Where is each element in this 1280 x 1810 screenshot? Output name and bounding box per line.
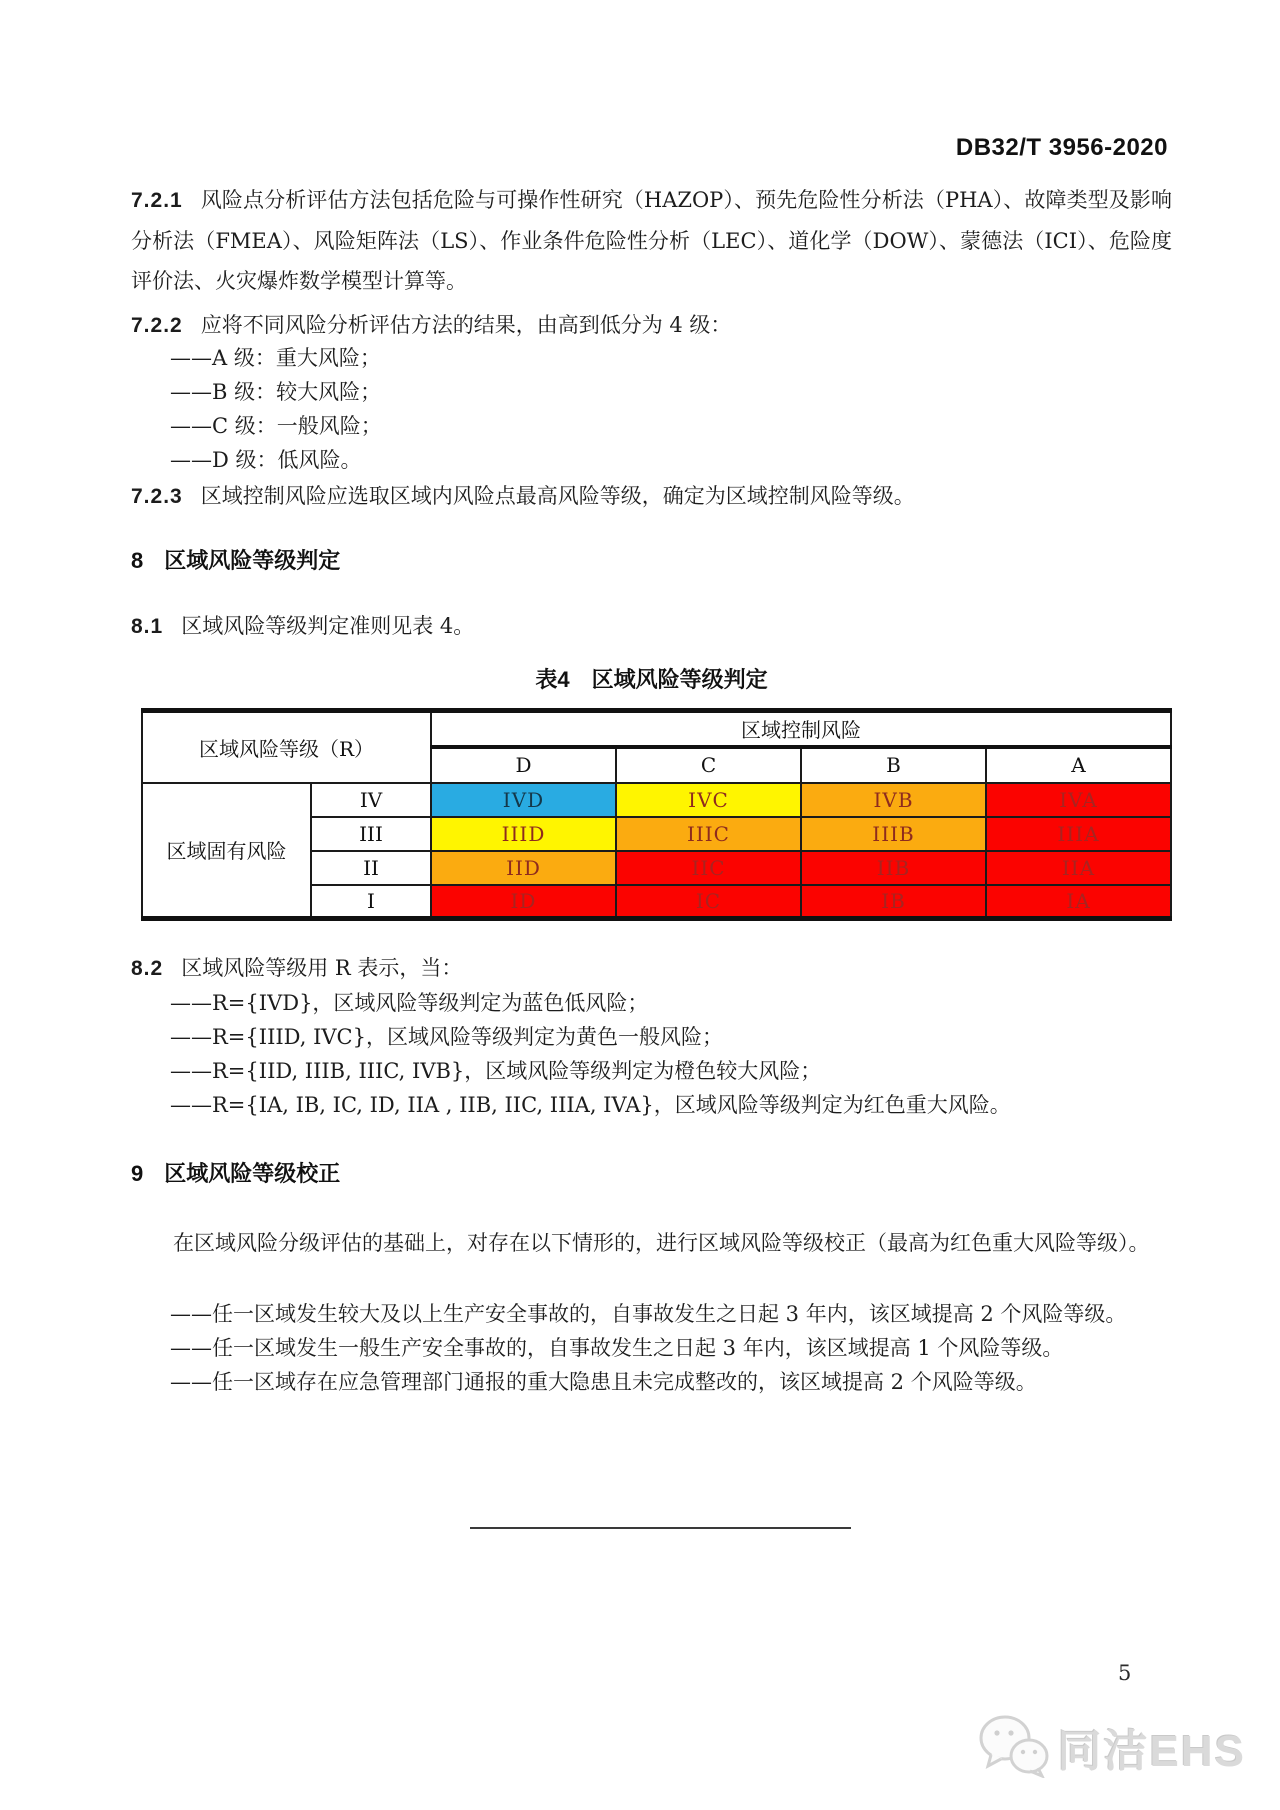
risk-cell-ID: ID [431, 885, 616, 919]
correction-item-1: ——任一区域发生较大及以上生产安全事故的，自事故发生之日起 3 年内，该区域提高 2 个风险等级。 [170, 1302, 1127, 1326]
risk-cell-IA: IA [986, 885, 1171, 919]
r-definition-item-3: ——R={IID, IIIB, IIIC, IVB}，区域风险等级判定为橙色较大风险； [170, 1059, 822, 1083]
risk-level-item-4: ——D 级：低风险。 [170, 448, 362, 472]
r-definition-list [170, 986, 1172, 1122]
r-definition-item-2: ——R={IIID, IVC}，区域风险等级判定为黄色一般风险； [170, 1025, 723, 1049]
end-of-text-divider [470, 1527, 851, 1529]
risk-cell-IIC: IIC [616, 851, 801, 885]
risk-cell-IIIB: IIIB [801, 817, 986, 851]
risk-level-list [170, 341, 1172, 477]
clause-7-2-2 [131, 308, 1172, 343]
clause-7-2-3-text: 区域控制风险应选取区域内风险点最高风险等级，确定为区域控制风险等级。 [200, 484, 915, 508]
corner-header-cell: 区域风险等级（R） [142, 711, 431, 783]
wechat-bubbles-icon [978, 1712, 1050, 1782]
clause-7-2-3-number: 7.2.3 [131, 485, 183, 508]
risk-cell-IIIC: IIIC [616, 817, 801, 851]
row-header-II: II [311, 851, 431, 885]
clause-7-2-2-text: 应将不同风险分析评估方法的结果，由高到低分为 4 级： [200, 313, 732, 337]
clause-8-2 [131, 951, 1172, 986]
correction-item-2: ——任一区域发生一般生产安全事故的，自事故发生之日起 3 年内，该区域提高 1 个风险等级。 [170, 1336, 1064, 1360]
risk-cell-IVB: IVB [801, 783, 986, 817]
page-number: 5 [1118, 1661, 1132, 1685]
watermark [978, 1712, 1246, 1782]
section-9-heading [131, 1160, 1172, 1188]
row-header-I: I [311, 885, 431, 919]
risk-cell-IVD: IVD [431, 783, 616, 817]
clause-8-2-number: 8.2 [131, 957, 164, 980]
clause-8-1-number: 8.1 [131, 615, 164, 638]
doc-number-header: DB32/T 3956-2020 [955, 134, 1168, 161]
section-8-heading [131, 547, 1172, 575]
risk-cell-IB: IB [801, 885, 986, 919]
risk-cell-IIA: IIA [986, 851, 1171, 885]
risk-cell-IIID: IIID [431, 817, 616, 851]
col-group-header-cell: 区域控制风险 [431, 711, 1171, 747]
clause-7-2-1-text: 风险点分析评估方法包括危险与可操作性研究（HAZOP）、预先危险性分析法（PHA）、故障类型及影响分析法（FMEA）、风险矩阵法（LS）、作业条件危险性分析（LEC）、道化学（DOW）、蒙德法（ICI）、危险度评价法、火灾爆炸数学模型计算等。 [131, 188, 1172, 293]
clause-8-1 [131, 609, 1172, 644]
section-9-number: 9 [131, 1161, 145, 1186]
section-9-title: 区域风险等级校正 [164, 1161, 341, 1186]
clause-7-2-3 [131, 479, 1172, 514]
risk-level-item-1: ——A 级：重大风险； [170, 346, 381, 370]
risk-level-item-2: ——B 级：较大风险； [170, 380, 382, 404]
r-definition-item-4: ——R={IA, IB, IC, ID, IIA , IIB, IIC, IIIA, IVA}，区域风险等级判定为红色重大风险。 [170, 1093, 1011, 1117]
col-header-A: A [986, 747, 1171, 783]
section-9-correction-list [170, 1297, 1155, 1399]
table-4-caption: 表4 区域风险等级判定 [535, 667, 768, 692]
clause-7-2-2-number: 7.2.2 [131, 314, 183, 337]
col-header-C: C [616, 747, 801, 783]
col-header-D: D [431, 747, 616, 783]
section-9-intro: 在区域风险分级评估的基础上，对存在以下情形的，进行区域风险等级校正（最高为红色重大风险等级）。 [173, 1231, 1150, 1255]
risk-cell-IC: IC [616, 885, 801, 919]
clause-8-1-text: 区域风险等级判定准则见表 4。 [181, 614, 475, 638]
row-header-IV: IV [311, 783, 431, 817]
clause-8-2-text: 区域风险等级用 R 表示，当： [181, 956, 463, 980]
risk-cell-IVC: IVC [616, 783, 801, 817]
col-header-B: B [801, 747, 986, 783]
r-definition-item-1: ——R={IVD}，区域风险等级判定为蓝色低风险； [170, 991, 649, 1015]
risk-table [141, 708, 1172, 921]
risk-cell-IIIA: IIIA [986, 817, 1171, 851]
risk-cell-IID: IID [431, 851, 616, 885]
risk-level-item-3: ——C 级：一般风险； [170, 414, 382, 438]
watermark-text: 同洁EHS [1057, 1727, 1246, 1776]
clause-7-2-1-number: 7.2.1 [131, 189, 183, 212]
row-group-label-cell: 区域固有风险 [142, 783, 311, 919]
section-8-title: 区域风险等级判定 [164, 548, 341, 573]
correction-item-3: ——任一区域存在应急管理部门通报的重大隐患且未完成整改的，该区域提高 2 个风险等级。 [170, 1370, 1037, 1394]
row-header-III: III [311, 817, 431, 851]
section-8-number: 8 [131, 548, 145, 573]
risk-cell-IVA: IVA [986, 783, 1171, 817]
clause-7-2-1 [131, 180, 1172, 301]
risk-cell-IIB: IIB [801, 851, 986, 885]
